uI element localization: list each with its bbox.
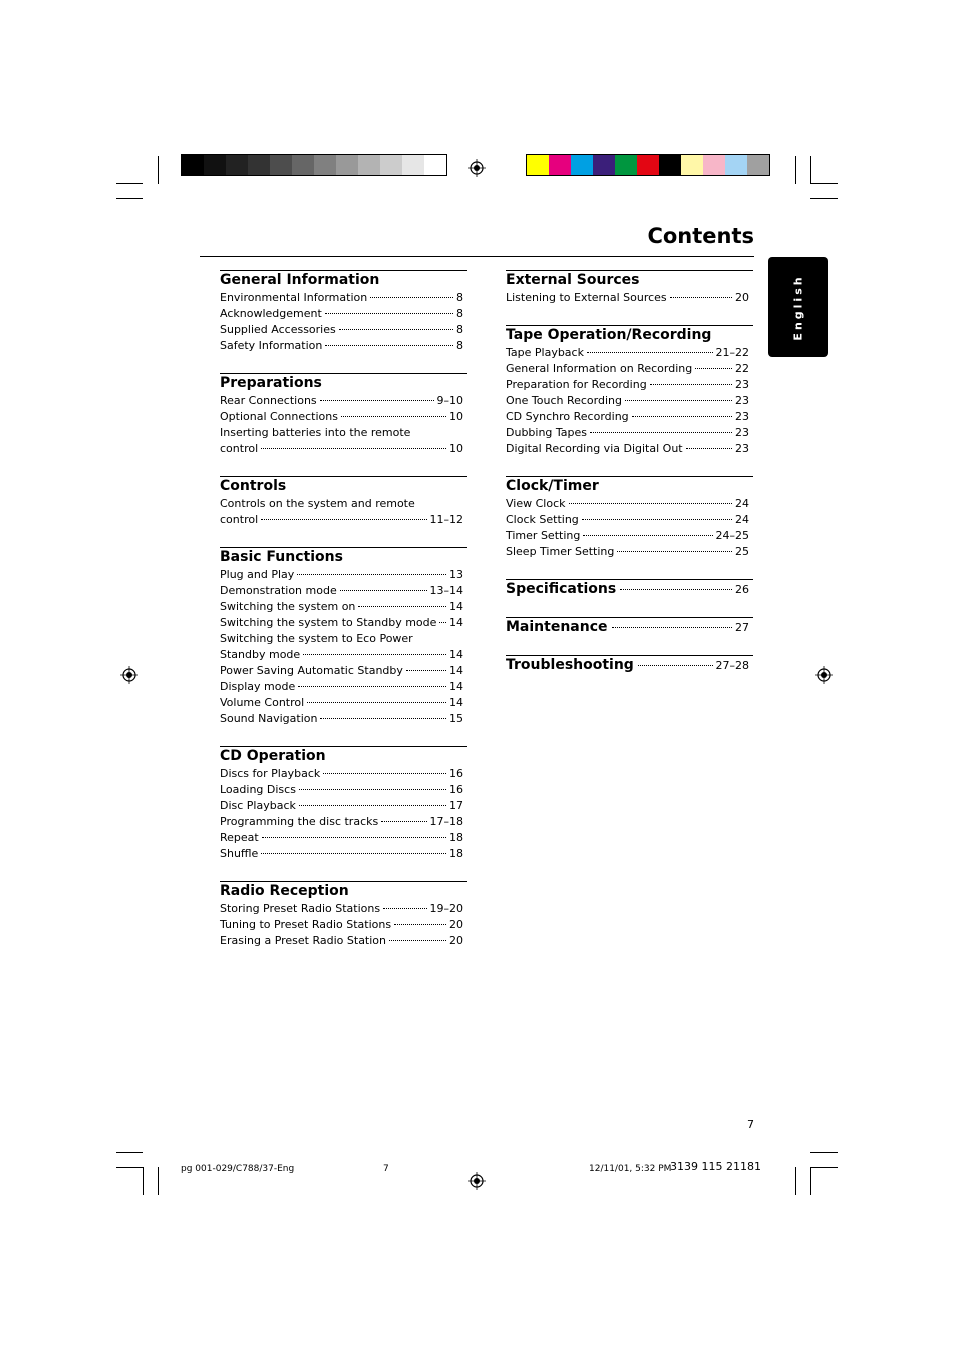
section-heading[interactable] — [506, 270, 753, 289]
color-swatch — [703, 155, 725, 175]
toc-entry[interactable] — [220, 306, 467, 322]
toc-entry-label: Storing Preset Radio Stations — [220, 902, 381, 915]
toc-entry-page: 20 — [735, 291, 749, 304]
leader-dots — [569, 503, 733, 504]
toc-entry-page: 23 — [735, 442, 749, 455]
section-heading-label: General Information — [220, 272, 380, 288]
crop-mark — [810, 198, 838, 199]
toc-entry-page: 14 — [449, 600, 463, 613]
toc-entry-label: Programming the disc tracks — [220, 815, 379, 828]
section-heading-label: Clock/Timer — [506, 478, 599, 494]
color-swatch — [204, 155, 226, 175]
toc-entry-page: 16 — [449, 767, 463, 780]
toc-entry[interactable] — [220, 631, 467, 647]
color-swatch — [424, 155, 446, 175]
section-heading-label: Controls — [220, 478, 287, 494]
crop-mark — [158, 156, 159, 184]
toc-right-column — [506, 270, 753, 693]
toc-entry-page: 16 — [449, 783, 463, 796]
toc-section — [220, 881, 467, 949]
toc-entry[interactable] — [220, 782, 467, 798]
toc-entry[interactable] — [506, 544, 753, 560]
toc-entry-page: 8 — [456, 291, 463, 304]
toc-entry-label: Tape Playback — [506, 346, 584, 359]
leader-dots — [583, 535, 712, 536]
leader-dots — [303, 654, 446, 655]
leader-dots — [261, 448, 446, 449]
toc-entry[interactable] — [506, 361, 753, 377]
toc-entry-label: Repeat — [220, 831, 259, 844]
toc-entry-label: Digital Recording via Digital Out — [506, 442, 683, 455]
section-heading[interactable] — [220, 746, 467, 765]
toc-entry-label: Sound Navigation — [220, 712, 318, 725]
language-tab-label: English — [791, 273, 805, 341]
toc-entry-page: 15 — [449, 712, 463, 725]
toc-entry-label: Loading Discs — [220, 783, 296, 796]
crop-mark — [810, 1152, 838, 1153]
toc-entry[interactable] — [506, 425, 753, 441]
section-heading-label: Tape Operation/Recording — [506, 327, 712, 343]
section-heading-label: Preparations — [220, 375, 322, 391]
toc-entry-page: 17–18 — [429, 815, 463, 828]
leader-dots — [670, 297, 732, 298]
page-number: 7 — [747, 1118, 754, 1131]
toc-entry-page: 23 — [735, 410, 749, 423]
toc-section — [506, 617, 753, 636]
toc-entry[interactable] — [506, 528, 753, 544]
color-swatch — [248, 155, 270, 175]
section-heading-label: Troubleshooting — [506, 657, 634, 673]
color-swatch — [659, 155, 681, 175]
toc-entry-page: 23 — [735, 426, 749, 439]
toc-entry-label: Switching the system to Standby mode — [220, 616, 437, 629]
leader-dots — [389, 940, 446, 941]
crop-mark — [810, 1167, 811, 1195]
leader-dots — [323, 773, 446, 774]
leader-dots — [320, 400, 434, 401]
leader-dots — [582, 519, 732, 520]
toc-entry-page: 11–12 — [429, 513, 463, 526]
toc-entry[interactable] — [220, 290, 467, 306]
toc-entry[interactable] — [220, 814, 467, 830]
toc-section — [506, 579, 753, 598]
footer-file: pg 001-029/C788/37-Eng — [181, 1164, 295, 1174]
leader-dots — [587, 352, 713, 353]
toc-section — [220, 270, 467, 354]
toc-entry-label: control — [220, 442, 259, 455]
toc-entry-label: Inserting batteries into the remote — [220, 426, 411, 439]
toc-entry-label: CD Synchro Recording — [506, 410, 629, 423]
toc-entry-page: 14 — [449, 664, 463, 677]
toc-entry-label: Disc Playback — [220, 799, 296, 812]
toc-entry-label: Display mode — [220, 680, 296, 693]
toc-entry-label: Tuning to Preset Radio Stations — [220, 918, 392, 931]
footer-sheet: 7 — [383, 1164, 389, 1174]
leader-dots — [590, 432, 732, 433]
leader-dots — [341, 416, 446, 417]
section-heading[interactable] — [506, 617, 753, 636]
registration-mark-icon — [468, 159, 486, 177]
toc-entry-page: 14 — [449, 648, 463, 661]
toc-entry-page: 9–10 — [436, 394, 463, 407]
leader-dots — [406, 670, 446, 671]
leader-dots — [340, 590, 427, 591]
toc-entry[interactable] — [220, 599, 467, 615]
toc-entry-page: 23 — [735, 378, 749, 391]
color-swatch — [549, 155, 571, 175]
toc-entry[interactable] — [220, 441, 467, 457]
toc-entry[interactable] — [220, 901, 467, 917]
leader-dots — [298, 686, 446, 687]
color-swatch — [336, 155, 358, 175]
toc-entry-page: 18 — [449, 831, 463, 844]
toc-entry[interactable] — [506, 512, 753, 528]
color-swatch — [314, 155, 336, 175]
toc-entry-page: 13 — [449, 568, 463, 581]
leader-dots — [620, 589, 732, 590]
toc-entry-page: 24–25 — [715, 529, 749, 542]
toc-entry[interactable] — [220, 917, 467, 933]
toc-left-column — [220, 270, 467, 968]
toc-section — [506, 270, 753, 306]
toc-entry-page: 19–20 — [429, 902, 463, 915]
crop-mark — [116, 198, 143, 199]
color-swatch — [593, 155, 615, 175]
toc-entry[interactable] — [220, 583, 467, 599]
section-heading-label: Radio Reception — [220, 883, 349, 899]
toc-entry[interactable] — [220, 338, 467, 354]
section-heading-label: External Sources — [506, 272, 640, 288]
toc-section — [506, 655, 753, 674]
toc-entry[interactable] — [506, 496, 753, 512]
section-heading[interactable] — [506, 579, 753, 598]
toc-entry-page: 24 — [735, 513, 749, 526]
color-swatch — [402, 155, 424, 175]
color-swatch — [527, 155, 549, 175]
toc-entry-label: Preparation for Recording — [506, 378, 647, 391]
leader-dots — [383, 908, 426, 909]
leader-dots — [381, 821, 426, 822]
leader-dots — [632, 416, 732, 417]
toc-entry-label: One Touch Recording — [506, 394, 622, 407]
color-swatch — [292, 155, 314, 175]
page-title: Contents — [647, 224, 754, 248]
toc-entry-page: 8 — [456, 307, 463, 320]
color-swatch — [226, 155, 248, 175]
toc-entry-label: General Information on Recording — [506, 362, 693, 375]
section-page-number: 27–28 — [715, 659, 749, 672]
color-swatch — [637, 155, 659, 175]
leader-dots — [650, 384, 732, 385]
toc-entry[interactable] — [220, 425, 467, 441]
toc-entry-label: Volume Control — [220, 696, 305, 709]
section-heading-label: Specifications — [506, 581, 617, 597]
crop-mark — [810, 1167, 838, 1168]
color-calibration-bar — [526, 154, 770, 176]
toc-entry[interactable] — [220, 647, 467, 663]
toc-entry-page: 10 — [449, 410, 463, 423]
crop-mark — [810, 156, 811, 184]
color-swatch — [681, 155, 703, 175]
toc-entry[interactable] — [220, 933, 467, 949]
toc-entry-page: 20 — [449, 934, 463, 947]
toc-entry[interactable] — [506, 290, 753, 306]
toc-entry-page: 20 — [449, 918, 463, 931]
section-page-number: 26 — [735, 583, 749, 596]
toc-entry-label: Timer Setting — [506, 529, 581, 542]
footer-code: 3139 115 21181 — [670, 1160, 761, 1173]
leader-dots — [625, 400, 732, 401]
crop-mark — [795, 1167, 796, 1195]
language-tab-label-wrap — [768, 257, 828, 357]
title-rule — [200, 256, 754, 257]
toc-entry-page: 23 — [735, 394, 749, 407]
toc-entry-page: 8 — [456, 339, 463, 352]
section-heading-label: CD Operation — [220, 748, 326, 764]
toc-entry[interactable] — [506, 345, 753, 361]
toc-entry[interactable] — [506, 393, 753, 409]
toc-entry-label: Erasing a Preset Radio Station — [220, 934, 386, 947]
color-swatch — [270, 155, 292, 175]
leader-dots — [325, 313, 453, 314]
toc-entry-label: Shuffle — [220, 847, 259, 860]
section-heading[interactable] — [506, 655, 753, 674]
toc-entry-label: Demonstration mode — [220, 584, 337, 597]
section-heading[interactable] — [506, 476, 753, 495]
toc-entry-label: View Clock — [506, 497, 566, 510]
crop-mark — [116, 1167, 143, 1168]
leader-dots — [261, 519, 426, 520]
section-heading[interactable] — [220, 270, 467, 289]
leader-dots — [638, 665, 713, 666]
registration-mark-icon — [120, 666, 138, 684]
leader-dots — [686, 448, 732, 449]
leader-dots — [325, 345, 453, 346]
leader-dots — [612, 627, 732, 628]
registration-mark-icon — [815, 666, 833, 684]
toc-entry[interactable] — [220, 830, 467, 846]
section-heading[interactable] — [220, 373, 467, 392]
toc-entry-page: 17 — [449, 799, 463, 812]
toc-entry-label: Clock Setting — [506, 513, 579, 526]
toc-entry-label: Plug and Play — [220, 568, 295, 581]
section-heading-label: Basic Functions — [220, 549, 343, 565]
leader-dots — [262, 837, 446, 838]
toc-entry-label: Supplied Accessories — [220, 323, 336, 336]
toc-section — [506, 476, 753, 560]
color-swatch — [380, 155, 402, 175]
toc-section — [220, 547, 467, 727]
toc-section — [220, 476, 467, 528]
toc-entry-label: Sleep Timer Setting — [506, 545, 615, 558]
footer-date: 12/11/01, 5:32 PM — [589, 1164, 672, 1174]
toc-entry-page: 25 — [735, 545, 749, 558]
registration-mark-icon — [468, 1172, 486, 1190]
toc-entry[interactable] — [220, 695, 467, 711]
toc-entry-label: control — [220, 513, 259, 526]
toc-entry-page: 14 — [449, 696, 463, 709]
section-heading[interactable] — [220, 881, 467, 900]
color-swatch — [725, 155, 747, 175]
color-swatch — [615, 155, 637, 175]
toc-entry[interactable] — [220, 846, 467, 862]
color-swatch — [358, 155, 380, 175]
toc-entry-label: Optional Connections — [220, 410, 338, 423]
toc-entry-page: 21–22 — [715, 346, 749, 359]
crop-mark — [143, 1167, 144, 1195]
toc-entry-label: Listening to External Sources — [506, 291, 667, 304]
leader-dots — [261, 853, 446, 854]
toc-entry-page: 10 — [449, 442, 463, 455]
toc-entry[interactable] — [220, 798, 467, 814]
toc-entry-label: Dubbing Tapes — [506, 426, 588, 439]
toc-section — [506, 325, 753, 457]
toc-entry-label: Rear Connections — [220, 394, 317, 407]
toc-entry-page: 18 — [449, 847, 463, 860]
toc-entry-label: Standby mode — [220, 648, 301, 661]
toc-entry[interactable] — [506, 409, 753, 425]
toc-entry[interactable] — [220, 679, 467, 695]
leader-dots — [439, 622, 446, 623]
toc-entry[interactable] — [220, 663, 467, 679]
leader-dots — [617, 551, 732, 552]
section-heading[interactable] — [506, 325, 753, 344]
toc-entry-page: 24 — [735, 497, 749, 510]
leader-dots — [339, 329, 453, 330]
toc-entry-page: 14 — [449, 616, 463, 629]
section-heading[interactable] — [220, 476, 467, 495]
color-swatch — [182, 155, 204, 175]
color-swatch — [571, 155, 593, 175]
toc-entry[interactable] — [220, 393, 467, 409]
toc-entry-label: Controls on the system and remote — [220, 497, 415, 510]
crop-mark — [158, 1167, 159, 1195]
section-heading[interactable] — [220, 547, 467, 566]
toc-entry-label: Power Saving Automatic Standby — [220, 664, 403, 677]
toc-entry-label: Switching the system on — [220, 600, 356, 613]
toc-entry[interactable] — [220, 711, 467, 727]
crop-mark — [116, 1152, 143, 1153]
leader-dots — [695, 368, 732, 369]
toc-entry-page: 14 — [449, 680, 463, 693]
toc-entry-label: Safety Information — [220, 339, 323, 352]
crop-mark — [795, 156, 796, 184]
toc-entry-label: Discs for Playback — [220, 767, 321, 780]
toc-entry[interactable] — [220, 409, 467, 425]
toc-entry-label: Switching the system to Eco Power — [220, 632, 413, 645]
toc-entry-label: Acknowledgement — [220, 307, 322, 320]
toc-entry[interactable] — [220, 766, 467, 782]
leader-dots — [370, 297, 453, 298]
crop-mark — [810, 183, 838, 184]
color-swatch — [747, 155, 769, 175]
leader-dots — [299, 805, 446, 806]
toc-entry-label: Environmental Information — [220, 291, 368, 304]
leader-dots — [358, 606, 446, 607]
grayscale-calibration-bar — [181, 154, 447, 176]
leader-dots — [320, 718, 446, 719]
toc-section — [220, 746, 467, 862]
toc-entry[interactable] — [506, 377, 753, 393]
leader-dots — [299, 789, 446, 790]
leader-dots — [297, 574, 446, 575]
toc-entry[interactable] — [220, 615, 467, 631]
leader-dots — [394, 924, 446, 925]
toc-section — [220, 373, 467, 457]
toc-entry[interactable] — [220, 567, 467, 583]
toc-entry-page: 22 — [735, 362, 749, 375]
toc-entry[interactable] — [506, 441, 753, 457]
toc-entry-page: 13–14 — [429, 584, 463, 597]
toc-entry[interactable] — [220, 496, 467, 512]
section-heading-label: Maintenance — [506, 619, 608, 635]
toc-entry-page: 8 — [456, 323, 463, 336]
leader-dots — [307, 702, 446, 703]
crop-mark — [116, 183, 143, 184]
toc-entry[interactable] — [220, 322, 467, 338]
toc-entry[interactable] — [220, 512, 467, 528]
section-page-number: 27 — [735, 621, 749, 634]
